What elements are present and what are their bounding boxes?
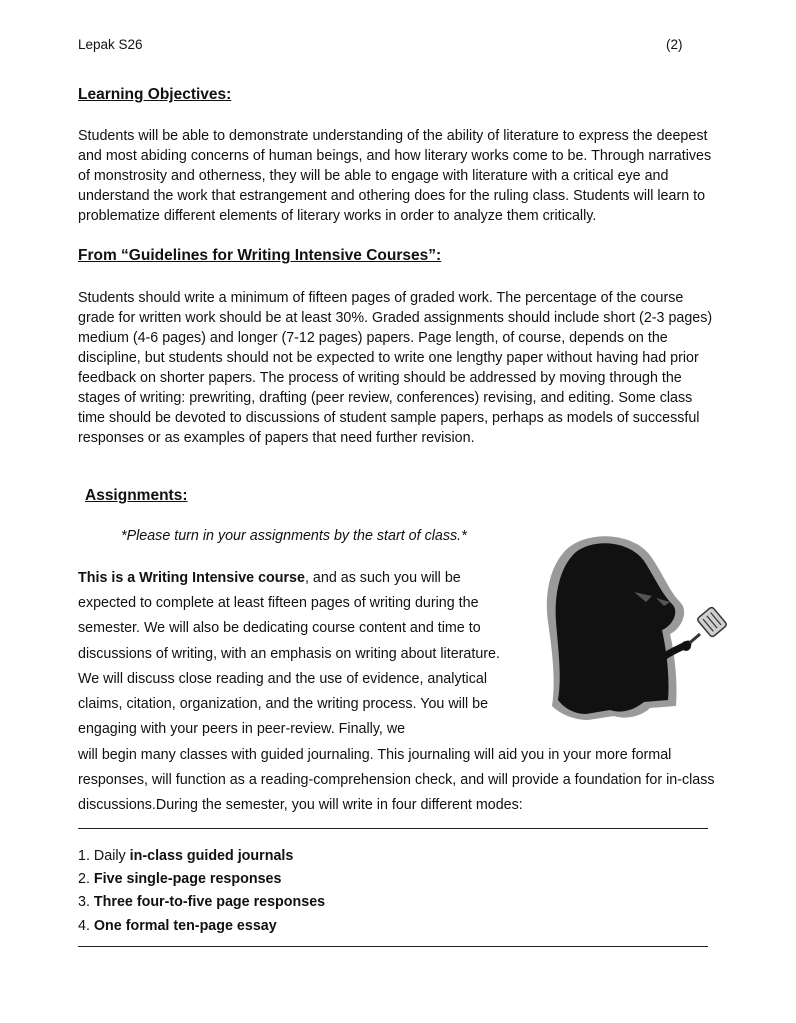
assignments-deadline-note: *Please turn in your assignments by the start of class.* [121, 528, 467, 544]
list-item: 3. Three four-to-five page responses [78, 894, 326, 911]
list-item: 2. Five single-page responses [78, 871, 282, 888]
hooded-figure-with-spatula-icon [530, 530, 730, 725]
learning-objectives-heading: Learning Objectives: [78, 86, 232, 103]
writing-intensive-paragraph [78, 566, 508, 742]
assignments-heading: Assignments: [85, 487, 188, 504]
writing-intensive-bold: This is a Writing Intensive course [78, 570, 305, 586]
divider-bottom [78, 946, 708, 947]
guidelines-body: Students should write a minimum of fifteen pages of graded work. The percentage of the course grade for written work should be at least 30%. Graded assignments should include short (2-3 pages) medium (4-6 pages) and longer (7-12 pages) papers. Page length, of course, depends on the discipline, but students should not be expected to write one lengthy paper without having had prior feedback on shorter papers. The process of writing should be addressed by moving through the stages of writing: prewriting, drafting (peer review, conferences) revising, and editing. Some class time should be devoted to discussions of student sample papers, perhaps as models of successful responses or as examples of papers that need further revision. [78, 290, 713, 446]
header-page-number: (2) [666, 37, 683, 52]
header-course-code: Lepak S26 [78, 37, 143, 52]
writing-intensive-continuation: will begin many classes with guided journaling. This journaling will aid you in your more formal responses, will function as a reading-comprehension check, and will provide a foundation for in-class discussions.During the semester, you will write in four different modes: [78, 747, 715, 814]
divider-top [78, 828, 708, 829]
list-item: 4. One formal ten-page essay [78, 917, 277, 934]
guidelines-heading: From “Guidelines for Writing Intensive Courses”: [78, 247, 442, 264]
writing-intensive-text: , and as such you will be expected to complete at least fifteen pages of writing during the semester. We will also be dedicating course content and time to discussions of writing, with an emphasis on writing about literature. We will discuss close reading and the use of evidence, analytical claims, citation, organization, and the writing process. You will be engaging with your peers in peer-review. Finally, we [78, 570, 500, 738]
writing-modes-list [78, 845, 325, 938]
list-item: 1. Daily in-class guided journals [78, 848, 294, 864]
learning-objectives-body: Students will be able to demonstrate understanding of the ability of literature to express the deepest and most abiding concerns of human beings, and how literary works come to be. Through narratives of monstrosity and otherness, they will be able to engage with literature with a critical eye and understand the work that estrangement and othering does for the ruling class. Students will learn to problematize different elements of literary works in order to analyze them critically. [78, 128, 712, 224]
